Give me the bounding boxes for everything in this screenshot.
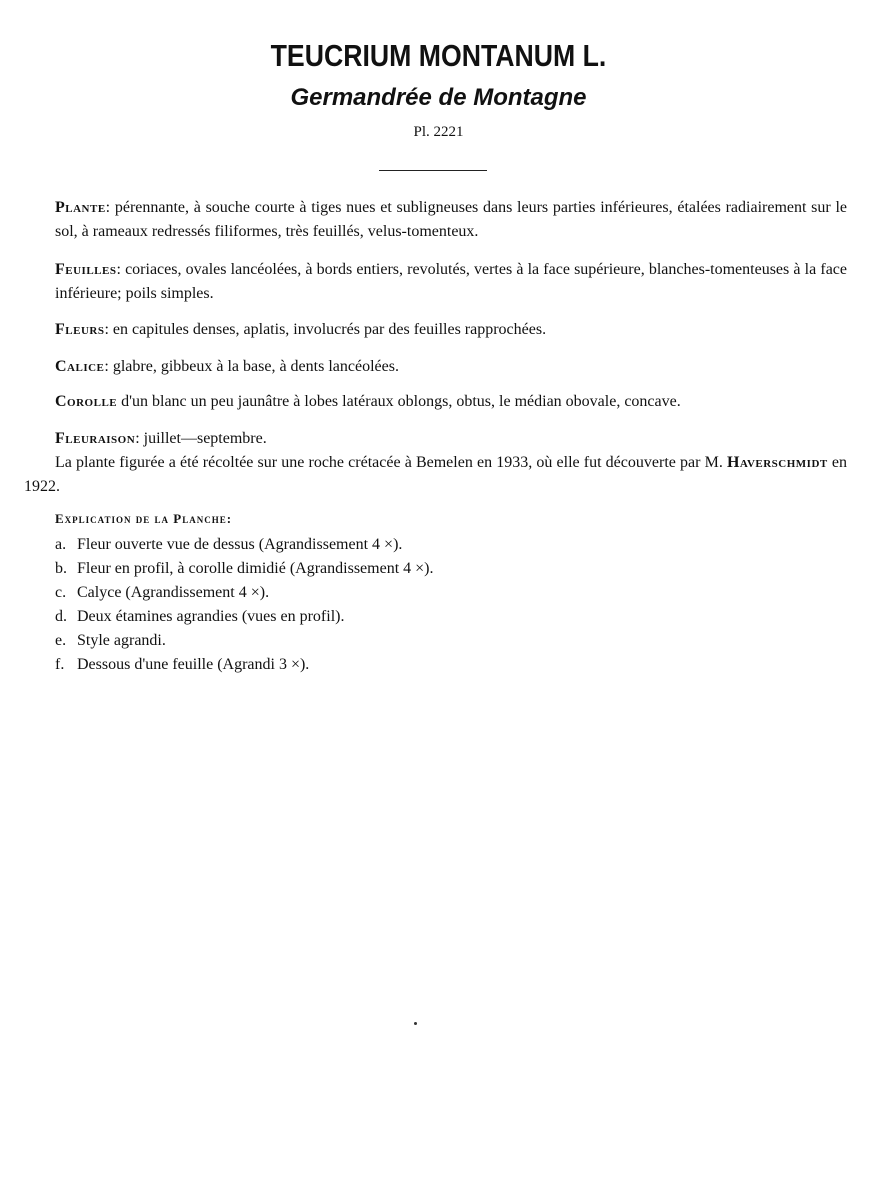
page-title: TEUCRIUM MONTANUM L. [270,38,607,73]
title-divider [379,170,487,171]
label-feuilles: Feuilles [55,261,117,278]
label-fleurs: Fleurs [55,321,105,338]
text-corolle: d'un blanc un peu jaunâtre à lobes latéraux oblongs, obtus, le médian obovale, concave. [117,393,681,410]
text-plante: : pérennante, à souche courte à tiges nues et subligneuses dans leurs parties inférieures, étalées radiairement sur le sol, à rameaux redressés filiformes, très feuillés, velus-tomenteux. [55,199,847,240]
list-item-text: Calyce (Agrandissement 4 ×). [77,584,270,601]
text-recolte-after: en 1922. [24,454,847,495]
label-plante: Plante [55,199,106,216]
list-item [55,605,433,629]
text-floraison: : juillet—septembre. [135,430,267,447]
list-item-text: Style agrandi. [77,632,166,649]
list-item-letter: a. [55,536,67,553]
list-item [55,557,433,581]
paragraph-floraison [55,427,847,451]
paragraph-fleurs [55,318,847,342]
list-item-letter: f. [55,656,65,673]
collector-name: Haverschmidt [726,454,828,471]
list-item [55,653,433,677]
ink-speck [414,1022,417,1025]
list-item-letter: e. [55,632,67,649]
list-item-text: Fleur en profil, à corolle dimidié (Agrandissement 4 ×). [77,560,434,577]
text-calice: : glabre, gibbeux à la base, à dents lancéolées. [104,358,399,375]
list-item-letter: d. [55,608,67,625]
list-item-text: Dessous d'une feuille (Agrandi 3 ×). [77,656,310,673]
paragraph-calice [55,355,847,379]
explication-list [55,533,433,677]
paragraph-plante [55,196,847,244]
text-fleurs: : en capitules denses, aplatis, involucrés par des feuilles rapprochées. [104,321,547,338]
paragraph-corolle [55,390,847,414]
paragraph-feuilles [55,258,847,306]
list-item [55,581,433,605]
page-subtitle: Germandrée de Montagne [290,84,587,111]
list-item-letter: c. [55,584,67,601]
label-calice: Calice [55,358,105,375]
text-feuilles: : coriaces, ovales lancéolées, à bords entiers, revolutés, vertes à la face supérieure, blanches-tomenteuses à la face inférieure; poils simples. [55,261,847,302]
explication-heading: Explication de la Planche: [55,511,233,526]
list-item [55,533,433,557]
list-item [55,629,433,653]
list-item-text: Fleur ouverte vue de dessus (Agrandissement 4 ×). [77,536,403,553]
label-floraison: Fleuraison [55,430,136,447]
list-item-letter: b. [55,560,67,577]
plate-number: Pl. 2221 [413,124,464,140]
text-recolte-before: La plante figurée a été récoltée sur une roche crétacée à Bemelen en 1933, où elle fut découverte par M. [55,454,727,471]
list-item-text: Deux étamines agrandies (vues en profil). [77,608,345,625]
paragraph-recolte [24,451,847,499]
label-corolle: Corolle [55,393,118,410]
